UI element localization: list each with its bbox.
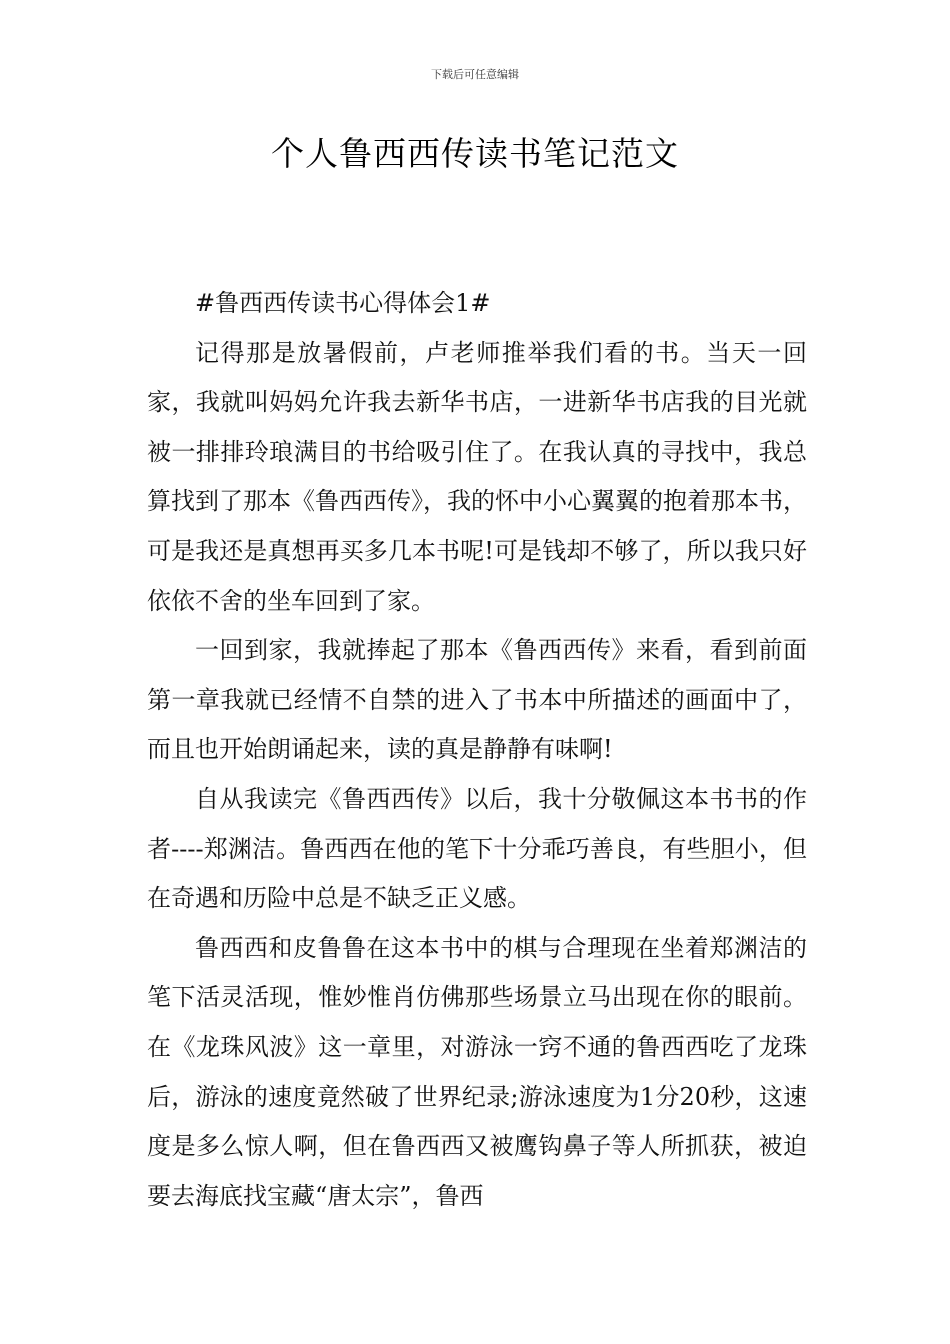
section-heading: #鲁西西传读书心得体会1# [195, 289, 491, 317]
header-note: 下载后可任意编辑 [431, 68, 519, 81]
paragraph: 记得那是放暑假前，卢老师推举我们看的书。当天一回家，我就叫妈妈允许我去新华书店，一进新华书店我的目光就被一排排玲琅满目的书给吸引住了。在我认真的寻找中，我总算找到了那本《鲁西西传》，我的怀中小心翼翼的抱着那本书，可是我还是真想再买多几本书呢!可是钱却不够了，所以我只好依依不舍的坐车回到了家。 [147, 338, 807, 615]
paragraph: 自从我读完《鲁西西传》以后，我十分敬佩这本书书的作者----郑渊洁。鲁西西在他的笔下十分乖巧善良，有些胆小，但在奇遇和历险中总是不缺乏正义感。 [147, 784, 807, 913]
document-body [147, 279, 807, 1221]
paragraph: 一回到家，我就捧起了那本《鲁西西传》来看，看到前面第一章我就已经情不自禁的进入了书本中所描述的画面中了，而且也开始朗诵起来，读的真是静静有味啊! [147, 636, 807, 764]
document-title: 个人鲁西西传读书笔记范文 [271, 134, 679, 173]
paragraph: 鲁西西和皮鲁鲁在这本书中的棋与合理现在坐着郑渊洁的笔下活灵活现，惟妙惟肖仿佛那些场景立马出现在你的眼前。在《龙珠风波》这一章里，对游泳一窍不通的鲁西西吃了龙珠后，游泳的速度竟然破了世界纪录;游泳速度为1分20秒，这速度是多么惊人啊，但在鲁西西又被鹰钩鼻子等人所抓获，被迫要去海底找宝藏“唐太宗”，鲁西 [147, 933, 807, 1210]
